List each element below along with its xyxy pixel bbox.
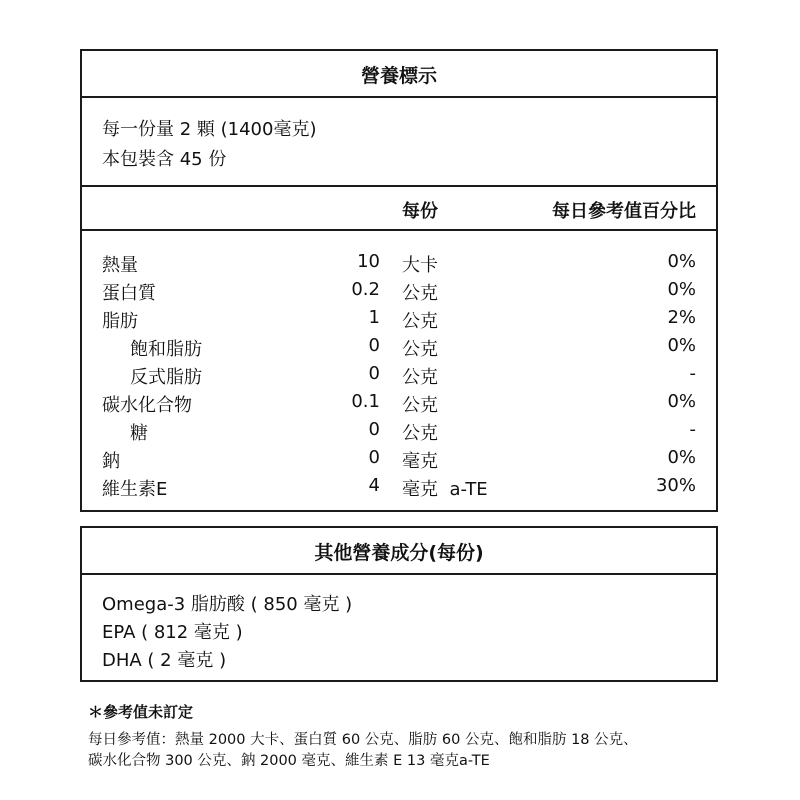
other-nutrient-line: Omega-3 脂肪酸 ( 850 毫克 ) bbox=[102, 594, 353, 615]
nutrition-facts-title: 營養標示 bbox=[360, 65, 437, 87]
nutrition-facts-panel bbox=[80, 49, 718, 512]
nutrient-unit: 毫克 bbox=[402, 451, 438, 472]
nutrient-amount: 1 bbox=[368, 307, 380, 328]
footnote-line: 每日參考值：熱量 2000 大卡、蛋白質 60 公克、脂肪 60 公克、飽和脂肪 18 公克、 bbox=[88, 732, 638, 748]
nutrient-amount: 4 bbox=[368, 475, 380, 496]
nutrient-name: 維生素E bbox=[102, 479, 168, 500]
divider bbox=[82, 185, 716, 187]
header-per-serving: 每份 bbox=[402, 201, 438, 222]
nutrient-unit: 大卡 bbox=[402, 255, 438, 276]
nutrient-name: 脂肪 bbox=[102, 311, 138, 332]
nutrient-daily-value: 0% bbox=[667, 447, 696, 468]
nutrient-daily-value: - bbox=[689, 363, 696, 384]
nutrient-name: 碳水化合物 bbox=[102, 395, 192, 416]
nutrient-amount: 0.1 bbox=[351, 391, 380, 412]
nutrient-name: 飽和脂肪 bbox=[130, 339, 202, 360]
nutrient-amount: 0.2 bbox=[351, 279, 380, 300]
other-nutrient-line: EPA ( 812 毫克 ) bbox=[102, 622, 243, 643]
nutrient-row bbox=[82, 391, 716, 418]
nutrient-daily-value: 2% bbox=[667, 307, 696, 328]
nutrient-name: 蛋白質 bbox=[102, 283, 156, 304]
nutrient-row bbox=[82, 447, 716, 474]
nutrient-unit: 公克 bbox=[402, 395, 438, 416]
nutrient-amount: 0 bbox=[368, 335, 380, 356]
nutrient-amount: 0 bbox=[368, 419, 380, 440]
nutrient-unit: 公克 bbox=[402, 367, 438, 388]
header-daily-value: 每日參考值百分比 bbox=[552, 201, 696, 222]
nutrient-unit: 公克 bbox=[402, 283, 438, 304]
other-nutrients-title: 其他營養成分(每份) bbox=[314, 542, 484, 564]
nutrient-row bbox=[82, 363, 716, 390]
nutrient-name: 鈉 bbox=[102, 451, 120, 472]
other-nutrient-line: DHA ( 2 毫克 ) bbox=[102, 650, 227, 671]
nutrient-daily-value: 0% bbox=[667, 335, 696, 356]
nutrient-row bbox=[82, 475, 716, 502]
nutrient-name: 糖 bbox=[130, 423, 148, 444]
nutrient-unit: 毫克 a-TE bbox=[402, 479, 488, 500]
other-nutrients-panel bbox=[80, 526, 718, 682]
servings-per-package: 本包裝含 45 份 bbox=[102, 149, 227, 170]
nutrient-row bbox=[82, 307, 716, 334]
nutrient-row bbox=[82, 335, 716, 362]
nutrient-amount: 0 bbox=[368, 447, 380, 468]
nutrient-name: 熱量 bbox=[102, 255, 138, 276]
nutrient-row bbox=[82, 251, 716, 278]
nutrient-name: 反式脂肪 bbox=[130, 367, 202, 388]
nutrient-amount: 10 bbox=[357, 251, 380, 272]
divider bbox=[82, 229, 716, 231]
divider bbox=[82, 96, 716, 98]
nutrient-unit: 公克 bbox=[402, 339, 438, 360]
nutrient-daily-value: 0% bbox=[667, 251, 696, 272]
nutrient-unit: 公克 bbox=[402, 423, 438, 444]
serving-size: 每一份量 2 顆 (1400毫克) bbox=[102, 119, 317, 140]
nutrient-daily-value: 0% bbox=[667, 279, 696, 300]
nutrient-daily-value: 30% bbox=[655, 475, 696, 496]
nutrient-amount: 0 bbox=[368, 363, 380, 384]
nutrient-row bbox=[82, 279, 716, 306]
nutrient-daily-value: - bbox=[689, 419, 696, 440]
nutrient-row bbox=[82, 419, 716, 446]
footnote-title: ＊參考值未訂定 bbox=[88, 703, 194, 721]
divider bbox=[82, 573, 716, 575]
nutrient-daily-value: 0% bbox=[667, 391, 696, 412]
footnote-line: 碳水化合物 300 公克、鈉 2000 毫克、維生素 E 13 毫克a-TE bbox=[88, 753, 490, 769]
nutrient-unit: 公克 bbox=[402, 311, 438, 332]
